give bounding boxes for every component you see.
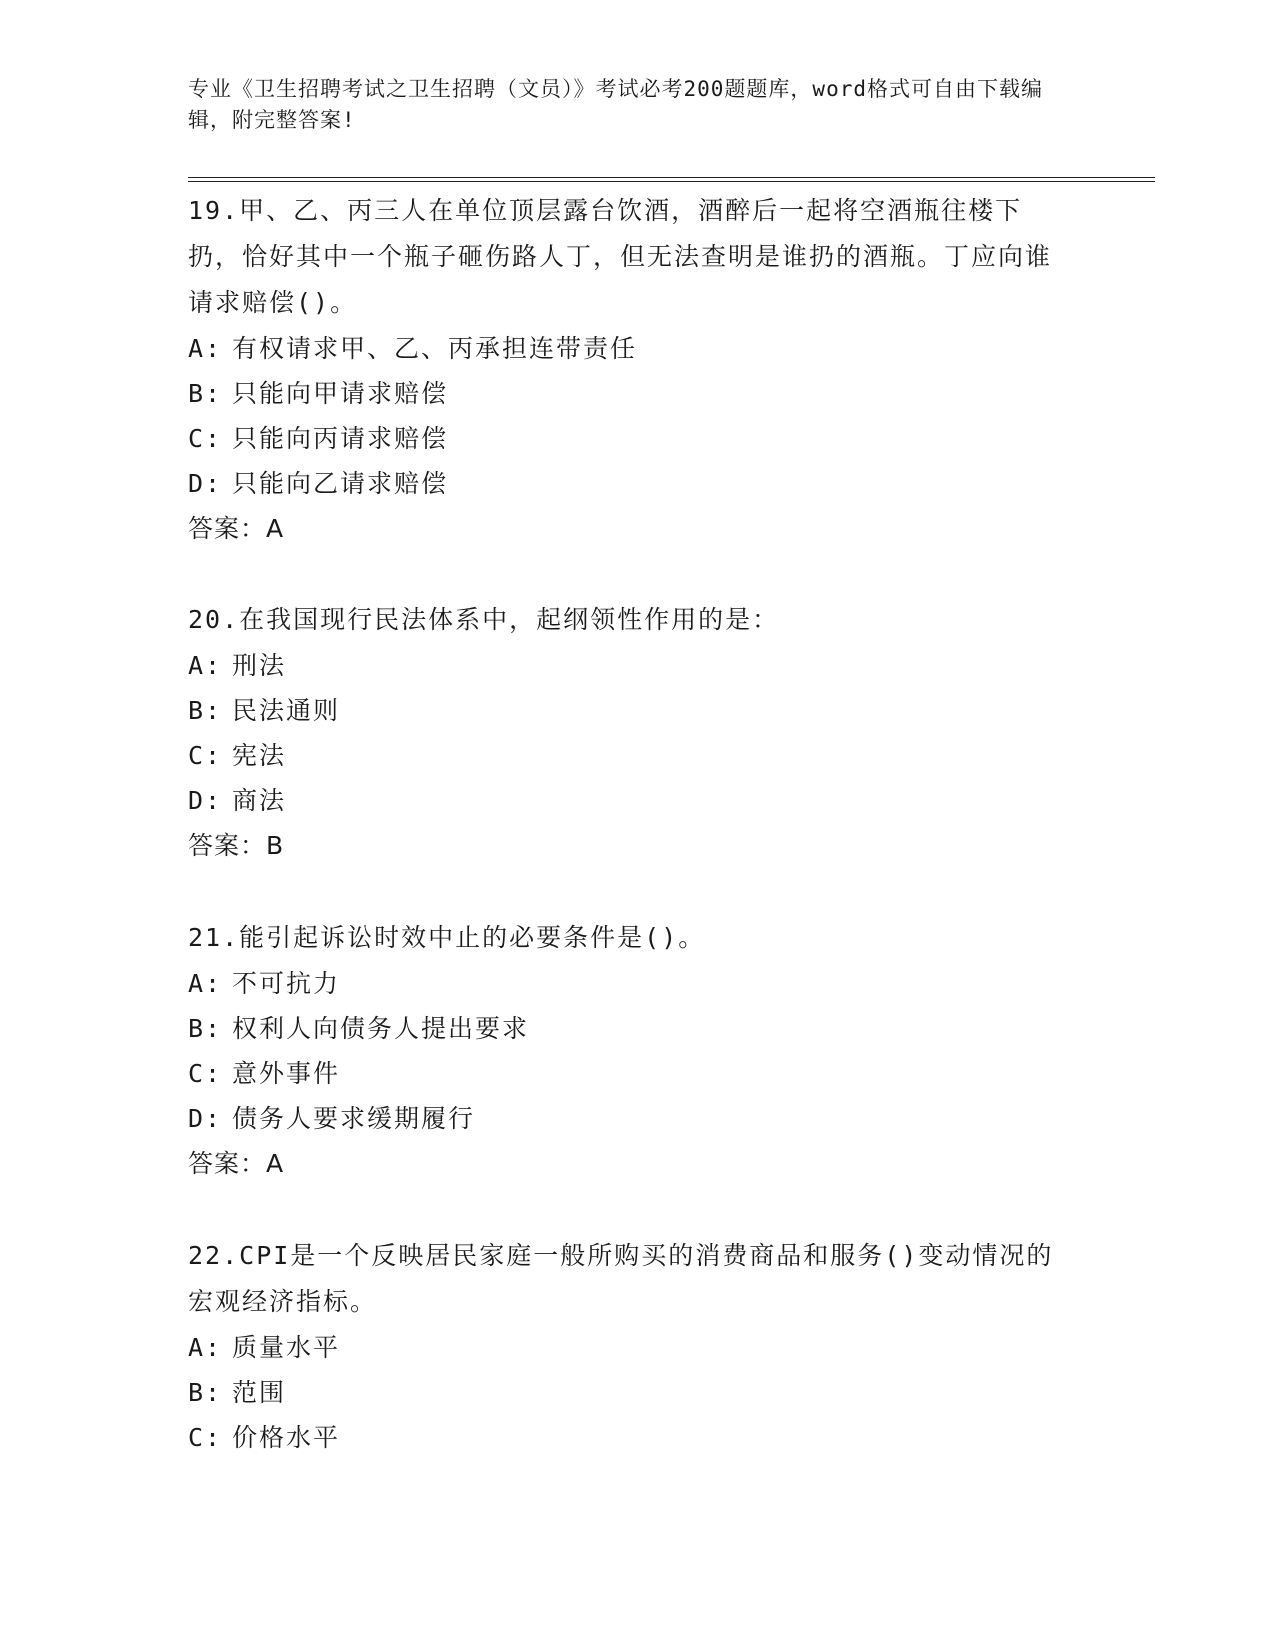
option-text: 范围 — [232, 1378, 287, 1407]
option-a — [188, 326, 1068, 371]
option-b — [188, 1006, 1068, 1051]
option-c — [188, 733, 1068, 778]
option-d — [188, 461, 1068, 506]
option-text: 民法通则 — [232, 696, 341, 725]
option-letter: A: — [188, 651, 223, 680]
question-21 — [188, 915, 1068, 1187]
option-c — [188, 416, 1068, 461]
option-text: 商法 — [232, 786, 287, 815]
question-19 — [188, 188, 1068, 552]
question-stem — [188, 1233, 1068, 1325]
question-number: 21. — [188, 923, 240, 952]
option-d — [188, 1096, 1068, 1141]
option-letter: D: — [188, 786, 223, 815]
option-letter: B: — [188, 379, 223, 408]
option-b — [188, 1370, 1068, 1415]
option-text: 债务人要求缓期履行 — [232, 1104, 476, 1133]
option-b — [188, 688, 1068, 733]
question-20 — [188, 597, 1068, 869]
option-letter: B: — [188, 1378, 223, 1407]
header-divider — [188, 177, 1155, 182]
option-letter: A: — [188, 334, 223, 363]
option-text: 只能向乙请求赔偿 — [232, 469, 449, 498]
option-text: 权利人向债务人提出要求 — [232, 1014, 530, 1043]
option-d — [188, 778, 1068, 823]
option-a — [188, 643, 1068, 688]
question-stem — [188, 915, 1068, 961]
question-text: 甲、乙、丙三人在单位顶层露台饮酒，酒醉后一起将空酒瓶往楼下扔，恰好其中一个瓶子砸伤路人丁，但无法查明是谁扔的酒瓶。丁应向谁请求赔偿()。 — [188, 196, 1053, 317]
option-text: 宪法 — [232, 741, 287, 770]
question-stem — [188, 597, 1068, 643]
option-text: 只能向甲请求赔偿 — [232, 379, 449, 408]
option-letter: A: — [188, 969, 223, 998]
option-text: 不可抗力 — [232, 969, 341, 998]
option-c — [188, 1051, 1068, 1096]
option-text: 质量水平 — [232, 1333, 341, 1362]
option-letter: C: — [188, 424, 223, 453]
question-text: 能引起诉讼时效中止的必要条件是()。 — [239, 923, 706, 952]
question-number: 19. — [188, 196, 240, 225]
question-stem — [188, 188, 1068, 326]
option-text: 只能向丙请求赔偿 — [232, 424, 449, 453]
question-text: CPI是一个反映居民家庭一般所购买的消费商品和服务()变动情况的宏观经济指标。 — [188, 1241, 1054, 1316]
option-a — [188, 961, 1068, 1006]
option-letter: D: — [188, 1104, 223, 1133]
option-letter: B: — [188, 1014, 223, 1043]
answer-line: 答案：A — [188, 1149, 285, 1178]
option-text: 刑法 — [232, 651, 287, 680]
option-letter: C: — [188, 1423, 223, 1452]
option-letter: D: — [188, 469, 223, 498]
header-text: 专业《卫生招聘考试之卫生招聘（文员）》考试必考200题题库，word格式可自由下载编辑，附完整答案! — [188, 77, 1043, 132]
option-letter: A: — [188, 1333, 223, 1362]
option-text: 有权请求甲、乙、丙承担连带责任 — [232, 334, 638, 363]
option-b — [188, 371, 1068, 416]
question-number: 22. — [188, 1241, 240, 1270]
option-letter: B: — [188, 696, 223, 725]
answer-line: 答案：B — [188, 831, 285, 860]
option-letter: C: — [188, 1059, 223, 1088]
question-text: 在我国现行民法体系中，起纲领性作用的是： — [239, 605, 780, 634]
answer-line: 答案：A — [188, 514, 285, 543]
question-number: 20. — [188, 605, 240, 634]
question-22 — [188, 1233, 1068, 1460]
option-letter: C: — [188, 741, 223, 770]
option-a — [188, 1325, 1068, 1370]
option-c — [188, 1415, 1068, 1460]
option-text: 意外事件 — [232, 1059, 341, 1088]
option-text: 价格水平 — [232, 1423, 341, 1452]
document-header — [188, 74, 1068, 136]
